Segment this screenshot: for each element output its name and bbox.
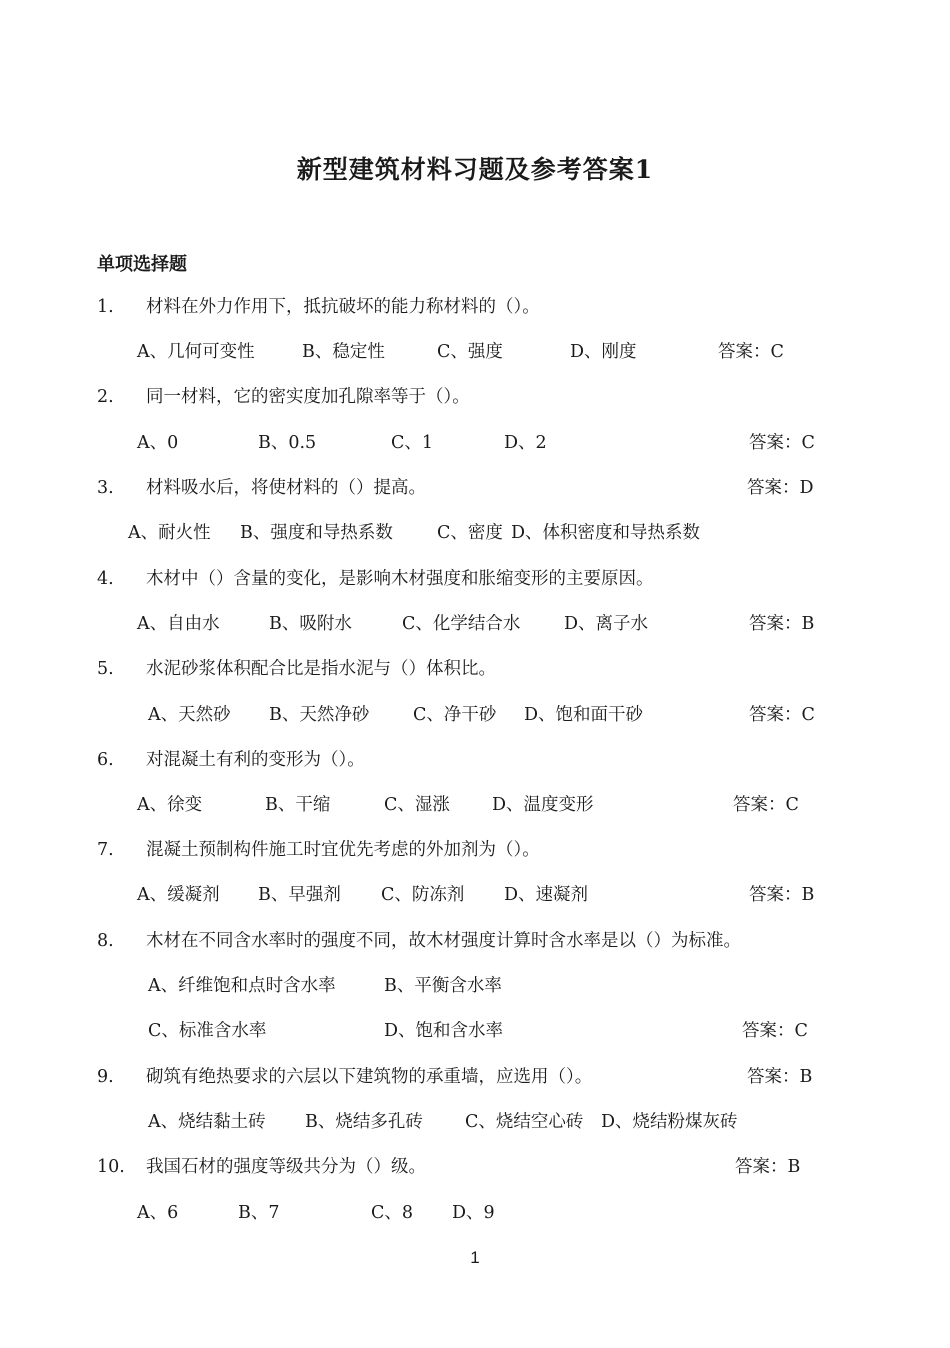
option-d: D、饱和面干砂 <box>524 705 644 725</box>
option-b: B、0.5 <box>258 433 317 453</box>
option-c: C、标准含水率 <box>148 1021 267 1041</box>
option-d: D、饱和含水率 <box>384 1021 504 1041</box>
question-text: 对混凝土有利的变形为（）。 <box>146 750 365 770</box>
answer: 答案：B <box>735 1157 801 1177</box>
option-c: C、1 <box>391 433 434 453</box>
page-title: 新型建筑材料习题及参考答案1 <box>296 155 654 184</box>
option-a: A、自由水 <box>137 614 220 634</box>
answer: 答案：D <box>747 478 814 498</box>
option-a: A、天然砂 <box>148 705 231 725</box>
option-b: B、早强剂 <box>258 885 341 905</box>
option-b: B、吸附水 <box>269 614 352 634</box>
option-c: C、强度 <box>437 342 503 362</box>
answer: 答案：C <box>733 795 799 815</box>
answer: 答案：B <box>749 885 815 905</box>
option-a: A、缓凝剂 <box>137 885 220 905</box>
question-text: 木材在不同含水率时的强度不同，故木材强度计算时含水率是以（）为标准。 <box>146 931 741 951</box>
option-a: A、烧结黏土砖 <box>148 1112 266 1132</box>
option-d: D、温度变形 <box>492 795 594 815</box>
option-c: C、化学结合水 <box>402 614 521 634</box>
option-d: D、体积密度和导热系数 <box>511 523 701 543</box>
question-text: 我国石材的强度等级共分为（）级。 <box>146 1157 426 1177</box>
option-a: A、0 <box>137 433 179 453</box>
question-text: 砌筑有绝热要求的六层以下建筑物的承重墙，应选用（）。 <box>146 1067 593 1087</box>
option-c: C、8 <box>371 1203 414 1223</box>
question-number: 5. <box>97 659 114 679</box>
answer: 答案：C <box>749 433 815 453</box>
option-c: C、烧结空心砖 <box>465 1112 584 1132</box>
option-d: D、离子水 <box>564 614 649 634</box>
option-b: B、平衡含水率 <box>384 976 502 996</box>
option-d: D、9 <box>452 1203 495 1223</box>
option-c: C、净干砂 <box>413 705 497 725</box>
page-number: 1 <box>470 1248 480 1267</box>
option-a: A、纤维饱和点时含水率 <box>148 976 336 996</box>
option-b: B、7 <box>238 1203 280 1223</box>
question-number: 8. <box>97 931 114 951</box>
question-number: 4. <box>97 569 114 589</box>
option-b: B、强度和导热系数 <box>240 523 393 543</box>
option-b: B、烧结多孔砖 <box>305 1112 423 1132</box>
question-number: 3. <box>97 478 114 498</box>
option-b: B、稳定性 <box>302 342 385 362</box>
question-text: 木材中（）含量的变化，是影响木材强度和胀缩变形的主要原因。 <box>146 569 654 589</box>
question-number: 10. <box>97 1157 125 1177</box>
answer: 答案：C <box>718 342 784 362</box>
answer: 答案：B <box>747 1067 813 1087</box>
section-title: 单项选择题 <box>97 254 187 275</box>
option-c: C、湿涨 <box>384 795 450 815</box>
question-text: 水泥砂浆体积配合比是指水泥与（）体积比。 <box>146 659 496 679</box>
answer: 答案：C <box>742 1021 808 1041</box>
question-text: 同一材料，它的密实度加孔隙率等于（）。 <box>146 387 470 407</box>
option-a: A、6 <box>137 1203 179 1223</box>
option-c: C、密度 <box>437 523 503 543</box>
question-text: 混凝土预制构件施工时宜优先考虑的外加剂为（）。 <box>146 840 540 860</box>
option-b: B、天然净砂 <box>269 705 370 725</box>
option-c: C、防冻剂 <box>381 885 465 905</box>
option-a: A、徐变 <box>137 795 203 815</box>
question-number: 2. <box>97 387 114 407</box>
question-number: 1. <box>97 297 114 317</box>
question-number: 6. <box>97 750 114 770</box>
question-text: 材料在外力作用下，抵抗破坏的能力称材料的（）。 <box>146 297 540 317</box>
question-number: 9. <box>97 1067 114 1087</box>
option-b: B、干缩 <box>265 795 331 815</box>
option-d: D、速凝剂 <box>504 885 589 905</box>
question-text: 材料吸水后，将使材料的（）提高。 <box>146 478 426 498</box>
answer: 答案：B <box>749 614 815 634</box>
option-d: D、刚度 <box>570 342 637 362</box>
option-d: D、烧结粉煤灰砖 <box>601 1112 738 1132</box>
question-number: 7. <box>97 840 114 860</box>
option-d: D、2 <box>504 433 547 453</box>
answer: 答案：C <box>749 705 815 725</box>
option-a: A、几何可变性 <box>137 342 255 362</box>
option-a: A、耐火性 <box>128 523 211 543</box>
